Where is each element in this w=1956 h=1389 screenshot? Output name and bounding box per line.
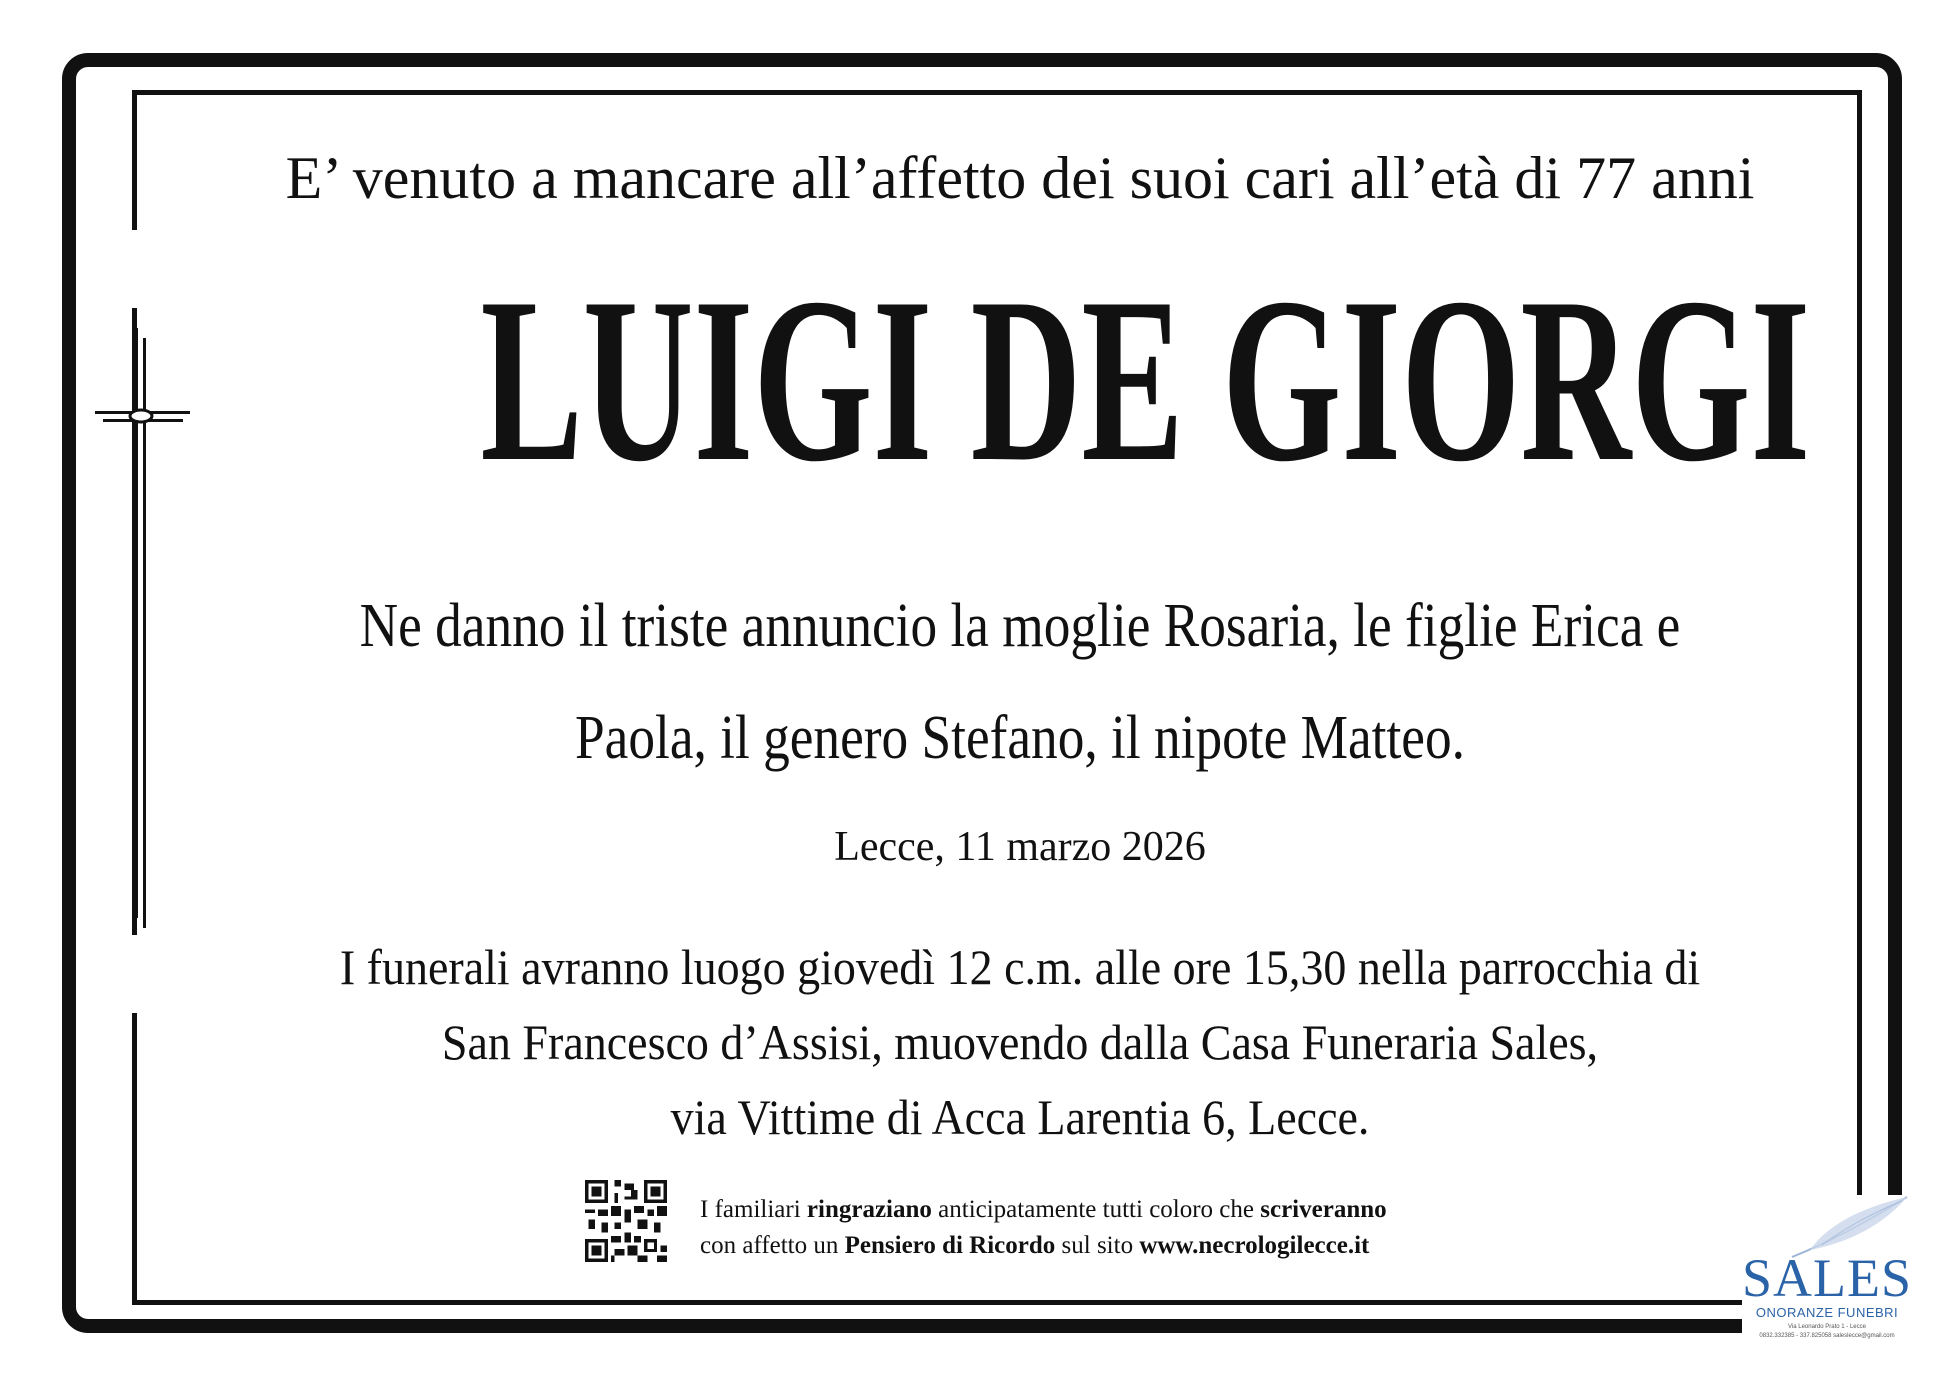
website-link[interactable]: www.necrologilecce.it xyxy=(1139,1232,1370,1259)
cross-icon xyxy=(95,328,190,928)
intro-text: E’ venuto a mancare all’affetto dei suoi cari all’età di 77 anni xyxy=(285,145,1755,211)
logo-contacts: 0832.332385 - 337.825058 saleslecce@gmail.com xyxy=(1759,1333,1895,1339)
thanks-message xyxy=(700,1192,1387,1264)
funeral-line-3: via Vittime di Acca Larentia 6, Lecce. xyxy=(670,1089,1370,1145)
deceased-name: LUIGI DE GIORGI xyxy=(480,250,1811,511)
thanks-line-2: con affetto un Pensiero di Ricordo sul sito www.necrologilecce.it xyxy=(700,1232,1370,1259)
family-line-2: Paola, il genero Stefano, il nipote Matteo. xyxy=(575,704,1465,772)
funeral-info xyxy=(256,930,1783,1155)
funeral-line-2: San Francesco d’Assisi, muovendo dalla Casa Funeraria Sales, xyxy=(441,1014,1599,1070)
sales-logo xyxy=(1742,1195,1912,1345)
logo-address: Via Leonardo Prato 1 - Lecce xyxy=(1788,1324,1866,1330)
border-gap-bottom xyxy=(100,935,172,1013)
logo-subtitle: ONORANZE FUNEBRI xyxy=(1755,1305,1899,1320)
funeral-line-1: I funerali avranno luogo giovedì 12 c.m. alle ore 15,30 nella parrocchia di xyxy=(339,939,1701,995)
border-gap-top xyxy=(100,230,172,308)
place-date: Lecce, 11 marzo 2026 xyxy=(834,824,1206,870)
family-announcement xyxy=(306,570,1734,794)
qr-code-icon[interactable] xyxy=(585,1180,667,1262)
thanks-line-1: I familiari ringraziano anticipatamente tutti coloro che scriveranno xyxy=(700,1196,1387,1223)
family-line-1: Ne danno il triste annuncio la moglie Rosaria, le figlie Erica e xyxy=(359,592,1681,660)
logo-name: SALES xyxy=(1742,1248,1913,1308)
